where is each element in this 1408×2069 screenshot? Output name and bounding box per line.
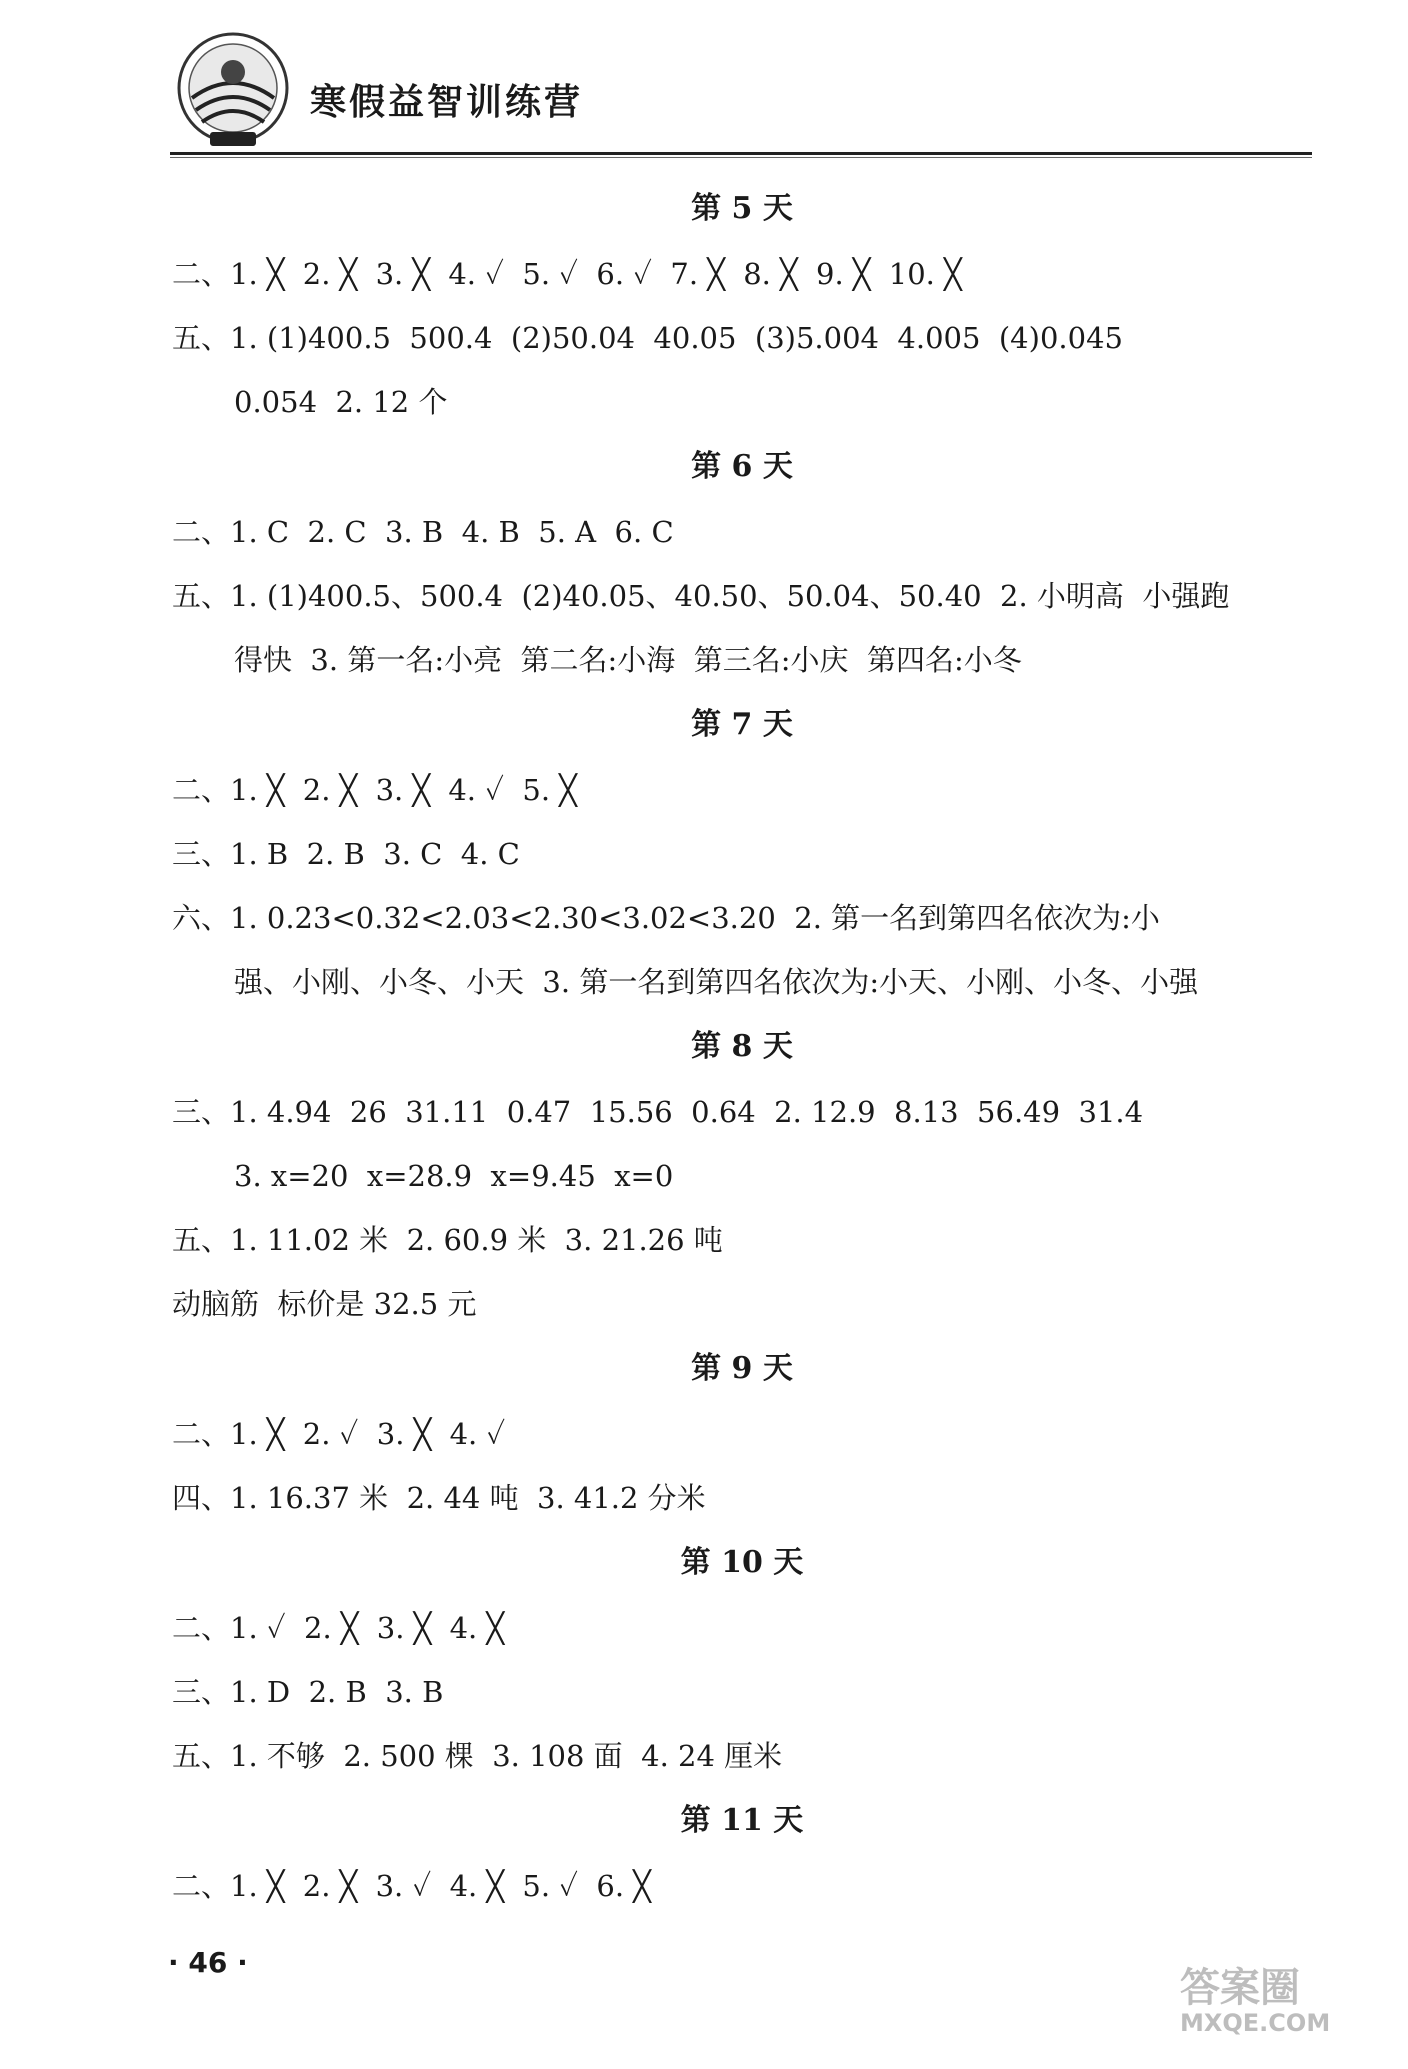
answer-line: 得快 3. 第一名:小亮 第二名:小海 第三名:小庆 第四名:小冬 [234,643,1022,677]
answer-line: 强、小刚、小冬、小天 3. 第一名到第四名依次为:小天、小刚、小冬、小强 [234,965,1199,999]
answer-line: 三、1. D 2. B 3. B [172,1675,444,1709]
answer-line: 五、1. 不够 2. 500 棵 3. 108 面 4. 24 厘米 [172,1739,783,1773]
answer-line: 二、1. ╳ 2. ╳ 3. ╳ 4. ✓ 5. ✓ 6. ✓ 7. ╳ 8. ╳ 9. ╳ 10. ╳ [172,257,962,291]
day-title: 第 10 天 [680,1545,804,1580]
answer-line: 3. x=20 x=28.9 x=9.45 x=0 [234,1159,674,1193]
brand-title: 寒假益智训练营 [310,82,584,123]
answer-line: 四、1. 16.37 米 2. 44 吨 3. 41.2 分米 [172,1481,706,1515]
book-globe-emblem-icon [170,28,296,154]
answer-line: 五、1. (1)400.5、500.4 (2)40.05、40.50、50.04、50.40 2. 小明高 小强跑 [172,579,1230,613]
answer-line: 五、1. (1)400.5 500.4 (2)50.04 40.05 (3)5.004 4.005 (4)0.045 [172,321,1123,355]
answer-content [172,176,1312,1918]
answer-line: 三、1. 4.94 26 31.11 0.47 15.56 0.64 2. 12.9 8.13 56.49 31.4 [172,1095,1144,1129]
answer-line: 二、1. ✓ 2. ╳ 3. ╳ 4. ╳ [172,1611,504,1645]
answer-line: 二、1. ╳ 2. ╳ 3. ╳ 4. ✓ 5. ╳ [172,773,577,807]
answer-line: 动脑筋 标价是 32.5 元 [172,1287,477,1321]
day-title: 第 11 天 [680,1803,804,1838]
header-rule [170,152,1312,155]
watermark-text: 答案圈 [1180,1965,1300,2011]
answer-line: 五、1. 11.02 米 2. 60.9 米 3. 21.26 吨 [172,1223,723,1257]
watermark-url: MXQE.COM [1180,2009,1331,2037]
answer-line: 二、1. ╳ 2. ✓ 3. ╳ 4. ✓ [172,1417,506,1451]
watermark-logo [1180,1956,1330,2037]
answer-line: 三、1. B 2. B 3. C 4. C [172,837,520,871]
day-title: 第 5 天 [691,191,793,226]
day-title: 第 8 天 [691,1029,793,1064]
day-title: 第 7 天 [691,707,793,742]
answer-line: 0.054 2. 12 个 [234,385,448,419]
answer-line: 二、1. ╳ 2. ╳ 3. ✓ 4. ╳ 5. ✓ 6. ╳ [172,1869,651,1903]
header-rule-thin [170,157,1312,158]
page-header [170,28,1312,156]
answer-line: 二、1. C 2. C 3. B 4. B 5. A 6. C [172,515,674,549]
day-title: 第 9 天 [691,1351,793,1386]
answer-line: 六、1. 0.23<0.32<2.03<2.30<3.02<3.20 2. 第一名到第四名依次为:小 [172,901,1160,935]
day-title: 第 6 天 [691,449,793,484]
page-number: · 46 · [168,1946,248,1979]
